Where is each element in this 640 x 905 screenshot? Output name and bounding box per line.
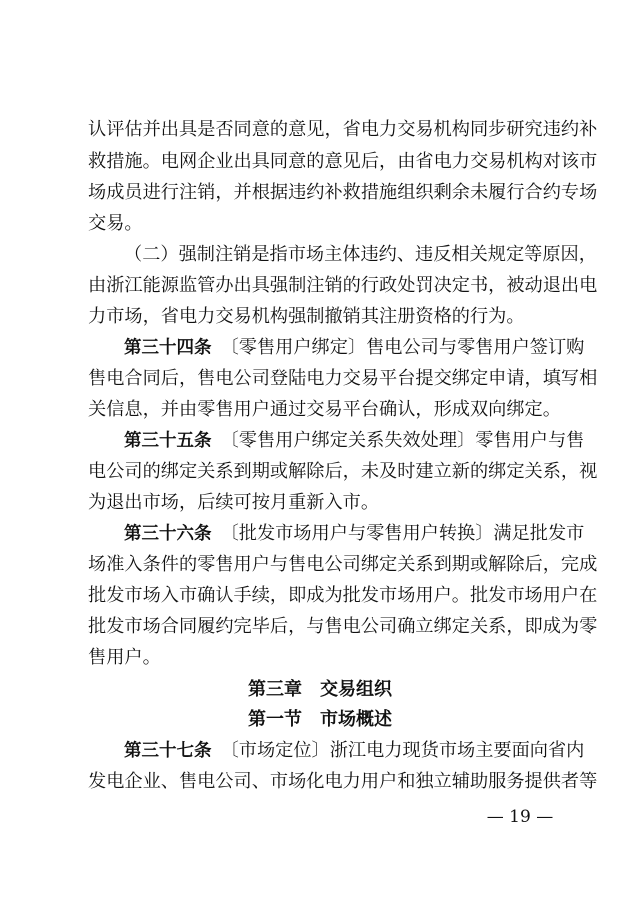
article-34-title: 第三十四条: [124, 338, 212, 359]
text-line: 认评估并出具是否同意的意见，省电力交易机构同步研究违约补: [88, 119, 598, 140]
text-line: 由浙江能源监管办出具强制注销的行政处罚决定书，被动退出电: [88, 274, 598, 296]
article-36-title: 第三十六条: [124, 524, 212, 544]
text-line: 为退出市场，后续可按月重新入市。: [88, 492, 380, 513]
text-line: 交易。: [88, 212, 143, 234]
article-34-first-line: [124, 337, 585, 359]
page-number: — 19 —: [486, 807, 554, 827]
article-36-text: 〔批发市场用户与零售用户转换〕满足批发市: [229, 523, 585, 544]
article-37-text: 〔市场定位〕浙江电力现货市场主要面向省内: [229, 739, 585, 761]
article-35-title: 第三十五条: [124, 431, 212, 452]
text-line: 力市场，省电力交易机构强制撤销其注册资格的行为。: [88, 306, 525, 328]
article-36-first-line: [124, 523, 585, 545]
text-line: 售用户。: [88, 646, 161, 668]
chapter-heading: 第三章 交易组织: [248, 678, 392, 700]
text-line: 批发市场合同履约完毕后，与售电公司确立绑定关系，即成为零: [88, 615, 598, 637]
article-37-first-line: [124, 739, 585, 762]
text-line: （二）强制注销是指市场主体违约、违反相关规定等原因，: [124, 243, 597, 265]
article-37-title: 第三十七条: [124, 740, 212, 761]
text-line: 发电企业、售电公司、市场化电力用户和独立辅助服务提供者等: [88, 770, 598, 792]
article-34-text: 〔零售用户绑定〕售电公司与零售用户签订购: [229, 337, 585, 359]
text-line: 场准入条件的零售用户与售电公司绑定关系到期或解除后，完成: [88, 553, 598, 575]
text-line: 售电合同后，售电公司登陆电力交易平台提交绑定申请，填写相: [88, 368, 598, 390]
article-35-text: 〔零售用户绑定关系失效处理〕零售用户与售: [229, 430, 585, 452]
article-35-first-line: [124, 430, 585, 452]
text-line: 救措施。电网企业出具同意的意见后，由省电力交易机构对该市: [88, 150, 598, 172]
text-line: 场成员进行注销，并根据违约补救措施组织剩余未履行合约专场: [88, 181, 598, 203]
text-line: 关信息，并由零售用户通过交易平台确认，形成双向绑定。: [88, 399, 561, 421]
text-line: 电公司的绑定关系到期或解除后，未及时建立新的绑定关系，视: [88, 461, 598, 483]
section-heading: 第一节 市场概述: [248, 708, 392, 730]
text-line: 批发市场入市确认手续，即成为批发市场用户。批发市场用户在: [88, 584, 598, 606]
